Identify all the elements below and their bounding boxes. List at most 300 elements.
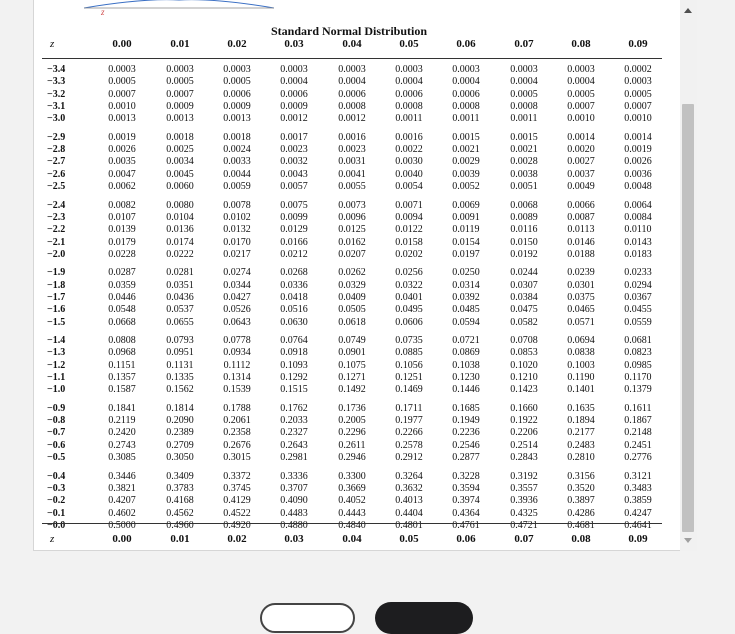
column-header-0: 0.00 [112, 38, 132, 50]
table-cell: 0.0032 [280, 156, 308, 168]
table-cell: 0.0020 [567, 144, 595, 156]
primary-button[interactable] [375, 602, 473, 634]
table-cell: 0.2546 [452, 439, 480, 451]
table-cell: 0.0003 [338, 64, 366, 75]
table-cell: 0.0037 [567, 168, 595, 180]
table-cell: 0.1075 [338, 359, 366, 371]
table-row [34, 335, 674, 347]
table-row [34, 89, 674, 101]
table-cell: 0.0080 [166, 199, 194, 211]
table-cell: 0.0012 [338, 113, 366, 125]
table-cell: 0.0004 [280, 76, 308, 88]
table-cell: 0.0012 [280, 113, 308, 125]
table-cell: 0.0002 [624, 64, 652, 75]
column-header-4: 0.04 [342, 38, 362, 50]
table-cell: 0.0005 [567, 88, 595, 100]
table-cell: 0.0008 [338, 101, 366, 113]
z-value: −2.3 [47, 211, 66, 223]
table-cell: 0.0009 [280, 101, 308, 113]
table-cell: 0.0314 [452, 279, 480, 291]
table-cell: 0.0808 [108, 335, 136, 346]
table-cell: 0.0107 [108, 211, 136, 223]
table-cell: 0.1562 [166, 384, 194, 396]
table-cell: 0.0011 [395, 113, 423, 125]
table-cell: 0.3228 [452, 470, 480, 482]
table-cell: 0.1292 [280, 372, 308, 384]
table-cell: 0.0015 [452, 131, 480, 143]
table-cell: 0.0179 [108, 236, 136, 248]
table-cell: 0.1230 [452, 372, 480, 384]
table-cell: 0.0044 [223, 168, 251, 180]
table-cell: 0.0630 [280, 316, 308, 328]
table-cell: 0.0025 [166, 144, 194, 156]
table-cell: 0.3974 [452, 495, 480, 507]
table-cell: 0.3520 [567, 482, 595, 494]
table-cell: 0.0089 [510, 211, 538, 223]
table-cell: 0.1949 [452, 415, 480, 427]
table-cell: 0.0006 [280, 88, 308, 100]
table-cell: 0.0409 [338, 291, 366, 303]
scroll-up-icon[interactable] [684, 8, 692, 13]
table-cell: 0.3557 [510, 482, 538, 494]
table-cell: 0.1841 [108, 402, 136, 414]
table-cell: 0.2148 [624, 427, 652, 439]
table-cell: 0.0024 [223, 144, 251, 156]
table-cell: 0.2090 [166, 415, 194, 427]
table-cell: 0.0014 [567, 131, 595, 143]
table-cell: 0.0132 [223, 224, 251, 236]
table-cell: 0.0455 [624, 304, 652, 316]
table-cell: 0.0212 [280, 248, 308, 260]
table-row [34, 372, 674, 384]
table-cell: 0.0329 [338, 279, 366, 291]
table-cell: 0.0384 [510, 291, 538, 303]
z-value: −2.4 [47, 199, 66, 211]
table-cell: 0.2810 [567, 452, 595, 464]
column-footer-2: 0.02 [227, 533, 247, 545]
table-cell: 0.0021 [510, 144, 538, 156]
table-row [34, 280, 674, 292]
z-value: −0.4 [47, 470, 66, 482]
table-cell: 0.1131 [166, 359, 194, 371]
table-cell: 0.0188 [567, 248, 595, 260]
table-cell: 0.1762 [280, 402, 308, 414]
table-cell: 0.0139 [108, 224, 136, 236]
table-cell: 0.0222 [166, 248, 194, 260]
z-value: −1.4 [47, 335, 66, 346]
table-cell: 0.2236 [452, 427, 480, 439]
table-cell: 0.0048 [624, 181, 652, 193]
table-cell: 0.4641 [624, 519, 652, 531]
table-cell: 0.0060 [166, 181, 194, 193]
table-cell: 0.0022 [395, 144, 423, 156]
column-footer-8: 0.08 [571, 533, 591, 545]
table-cell: 0.3594 [452, 482, 480, 494]
table-cell: 0.0018 [166, 131, 194, 143]
table-row [34, 169, 674, 181]
table-cell: 0.0016 [395, 131, 423, 143]
table-cell: 0.1977 [395, 415, 423, 427]
table-cell: 0.0041 [338, 168, 366, 180]
table-cell: 0.0011 [452, 113, 480, 125]
table-cell: 0.2206 [510, 427, 538, 439]
table-cell: 0.0166 [280, 236, 308, 248]
table-row [34, 224, 674, 236]
column-footer-3: 0.03 [284, 533, 304, 545]
table-cell: 0.0059 [223, 181, 251, 193]
table-cell: 0.0526 [223, 304, 251, 316]
table-cell: 0.0495 [395, 304, 423, 316]
table-cell: 0.2877 [452, 452, 480, 464]
column-footer-4: 0.04 [342, 533, 362, 545]
table-cell: 0.0099 [280, 211, 308, 223]
table-cell: 0.0049 [567, 181, 595, 193]
table-cell: 0.1635 [567, 402, 595, 414]
table-cell: 0.3936 [510, 495, 538, 507]
table-row [34, 471, 674, 483]
table-cell: 0.0003 [567, 64, 595, 75]
table-cell: 0.0475 [510, 304, 538, 316]
table-cell: 0.2119 [108, 415, 136, 427]
table-cell: 0.0003 [280, 64, 308, 75]
table-cell: 0.0594 [452, 316, 480, 328]
z-value: −1.7 [47, 291, 66, 303]
table-cell: 0.1401 [567, 384, 595, 396]
table-cell: 0.4721 [510, 519, 538, 531]
table-cell: 0.0197 [452, 248, 480, 260]
column-footer-9: 0.09 [628, 533, 648, 545]
table-cell: 0.4960 [166, 519, 194, 531]
table-cell: 0.2483 [567, 439, 595, 451]
column-header-9: 0.09 [628, 38, 648, 50]
table-cell: 0.1736 [338, 402, 366, 414]
z-value: −2.8 [47, 144, 66, 156]
table-cell: 0.0985 [624, 359, 652, 371]
table-cell: 0.1251 [395, 372, 423, 384]
table-cell: 0.0262 [338, 267, 366, 279]
table-cell: 0.4761 [452, 519, 480, 531]
table-row [34, 132, 674, 144]
table-cell: 0.0150 [510, 236, 538, 248]
table-cell: 0.0104 [166, 211, 194, 223]
scroll-down-icon[interactable] [684, 538, 692, 543]
table-cell: 0.0034 [166, 156, 194, 168]
table-cell: 0.0007 [108, 88, 136, 100]
table-row [34, 212, 674, 224]
table-row [34, 317, 674, 329]
table-cell: 0.1314 [223, 372, 251, 384]
table-cell: 0.4013 [395, 495, 423, 507]
table-cell: 0.1210 [510, 372, 538, 384]
table-cell: 0.0003 [223, 64, 251, 75]
table-cell: 0.0054 [395, 181, 423, 193]
table-cell: 0.0294 [624, 279, 652, 291]
table-cell: 0.0066 [567, 199, 595, 211]
table-cell: 0.4801 [395, 519, 423, 531]
table-cell: 0.0010 [567, 113, 595, 125]
table-cell: 0.0375 [567, 291, 595, 303]
table-cell: 0.0207 [338, 248, 366, 260]
table-cell: 0.0885 [395, 347, 423, 359]
table-cell: 0.1788 [223, 402, 251, 414]
table-cell: 0.0004 [338, 76, 366, 88]
table-cell: 0.0344 [223, 279, 251, 291]
table-cell: 0.2743 [108, 439, 136, 451]
table-cell: 0.2676 [223, 439, 251, 451]
table-row [34, 267, 674, 279]
table-cell: 0.0010 [624, 113, 652, 125]
table-cell: 0.2776 [624, 452, 652, 464]
z-value: −1.8 [47, 279, 66, 291]
table-cell: 0.1093 [280, 359, 308, 371]
z-header: z [50, 38, 55, 50]
table-cell: 0.0537 [166, 304, 194, 316]
table-cell: 0.0005 [166, 76, 194, 88]
table-cell: 0.0015 [510, 131, 538, 143]
table-cell: 0.0007 [166, 88, 194, 100]
table-cell: 0.0869 [452, 347, 480, 359]
table-cell: 0.3483 [624, 482, 652, 494]
table-cell: 0.0013 [223, 113, 251, 125]
table-cell: 0.0019 [624, 144, 652, 156]
table-cell: 0.1685 [452, 402, 480, 414]
table-cell: 0.0655 [166, 316, 194, 328]
table-cell: 0.0934 [223, 347, 251, 359]
table-cell: 0.0618 [338, 316, 366, 328]
table-cell: 0.0005 [510, 88, 538, 100]
table-cell: 0.0064 [624, 199, 652, 211]
table-cell: 0.0029 [452, 156, 480, 168]
curve-z-label: z [101, 7, 105, 17]
table-cell: 0.1112 [223, 359, 251, 371]
z-footer: z [50, 533, 55, 545]
table-cell: 0.2061 [223, 415, 251, 427]
table-row [34, 113, 674, 125]
table-cell: 0.2177 [567, 427, 595, 439]
table-row [34, 64, 674, 76]
table-cell: 0.2033 [280, 415, 308, 427]
table-cell: 0.0096 [338, 211, 366, 223]
table-cell: 0.0047 [108, 168, 136, 180]
table-cell: 0.0023 [280, 144, 308, 156]
z-value: −0.9 [47, 402, 66, 414]
table-cell: 0.0087 [567, 211, 595, 223]
table-cell: 0.2266 [395, 427, 423, 439]
z-value: −2.0 [47, 248, 66, 260]
table-cell: 0.0125 [338, 224, 366, 236]
table-cell: 0.0823 [624, 347, 652, 359]
table-cell: 0.0367 [624, 291, 652, 303]
column-footer-0: 0.00 [112, 533, 132, 545]
table-row [34, 483, 674, 495]
table-cell: 0.0003 [395, 64, 423, 75]
table-panel [33, 0, 697, 551]
table-cell: 0.0668 [108, 316, 136, 328]
column-header-5: 0.05 [399, 38, 419, 50]
table-cell: 0.2912 [395, 452, 423, 464]
table-cell: 0.3897 [567, 495, 595, 507]
z-value: −0.8 [47, 415, 66, 427]
table-cell: 0.0202 [395, 248, 423, 260]
table-cell: 0.0301 [567, 279, 595, 291]
table-row [34, 76, 674, 88]
table-cell: 0.0122 [395, 224, 423, 236]
table-cell: 0.0005 [108, 76, 136, 88]
footer-rule [42, 523, 662, 524]
table-cell: 0.2451 [624, 439, 652, 451]
table-cell: 0.3300 [338, 470, 366, 482]
table-cell: 0.4090 [280, 495, 308, 507]
column-header-7: 0.07 [514, 38, 534, 50]
table-cell: 0.0078 [223, 199, 251, 211]
table-cell: 0.1379 [624, 384, 652, 396]
table-cell: 0.0351 [166, 279, 194, 291]
table-cell: 0.0233 [624, 267, 652, 279]
table-cell: 0.0287 [108, 267, 136, 279]
table-cell: 0.3336 [280, 470, 308, 482]
z-value: −0.6 [47, 439, 66, 451]
table-row [34, 237, 674, 249]
table-cell: 0.0735 [395, 335, 423, 346]
table-cell: 0.0436 [166, 291, 194, 303]
table-cell: 0.0192 [510, 248, 538, 260]
table-cell: 0.0183 [624, 248, 652, 260]
table-row [34, 495, 674, 507]
table-cell: 0.0011 [510, 113, 538, 125]
table-cell: 0.0006 [223, 88, 251, 100]
table-cell: 0.3745 [223, 482, 251, 494]
table-cell: 0.3121 [624, 470, 652, 482]
table-cell: 0.0113 [567, 224, 595, 236]
table-cell: 0.0359 [108, 279, 136, 291]
table-cell: 0.0793 [166, 335, 194, 346]
table-cell: 0.0951 [166, 347, 194, 359]
table-cell: 0.4840 [338, 519, 366, 531]
z-value: −0.2 [47, 495, 66, 507]
table-cell: 0.0322 [395, 279, 423, 291]
table-cell: 0.0003 [624, 76, 652, 88]
z-value: −0.1 [47, 507, 66, 519]
table-cell: 0.2709 [166, 439, 194, 451]
z-value: −3.4 [47, 64, 66, 75]
table-cell: 0.5000 [108, 519, 136, 531]
table-cell: 0.0162 [338, 236, 366, 248]
z-value: −2.7 [47, 156, 66, 168]
column-footer-row [34, 533, 674, 547]
table-cell: 0.0052 [452, 181, 480, 193]
table-cell: 0.4129 [223, 495, 251, 507]
table-cell: 0.0008 [395, 101, 423, 113]
table-cell: 0.0003 [452, 64, 480, 75]
table-row [34, 520, 674, 532]
table-row [34, 415, 674, 427]
table-cell: 0.1056 [395, 359, 423, 371]
table-cell: 0.2611 [338, 439, 366, 451]
table-cell: 0.0007 [624, 101, 652, 113]
table-cell: 0.1515 [280, 384, 308, 396]
table-cell: 0.0007 [567, 101, 595, 113]
table-cell: 0.1492 [338, 384, 366, 396]
table-cell: 0.0005 [223, 76, 251, 88]
table-row [34, 347, 674, 359]
table-cell: 0.0031 [338, 156, 366, 168]
table-cell: 0.3669 [338, 482, 366, 494]
table-cell: 0.1814 [166, 402, 194, 414]
column-footer-5: 0.05 [399, 533, 419, 545]
table-cell: 0.0778 [223, 335, 251, 346]
table-cell: 0.1446 [452, 384, 480, 396]
table-cell: 0.1611 [624, 402, 652, 414]
table-cell: 0.3707 [280, 482, 308, 494]
table-cell: 0.1151 [108, 359, 136, 371]
scrollbar-thumb[interactable] [682, 104, 694, 532]
table-cell: 0.0764 [280, 335, 308, 346]
table-row [34, 249, 674, 261]
table-cell: 0.4522 [223, 507, 251, 519]
secondary-button[interactable] [260, 603, 355, 633]
table-cell: 0.4483 [280, 507, 308, 519]
table-cell: 0.0062 [108, 181, 136, 193]
table-cell: 0.0040 [395, 168, 423, 180]
table-cell: 0.0004 [452, 76, 480, 88]
table-cell: 0.0516 [280, 304, 308, 316]
table-cell: 0.0057 [280, 181, 308, 193]
z-value: −2.9 [47, 131, 66, 143]
table-cell: 0.0094 [395, 211, 423, 223]
table-cell: 0.1894 [567, 415, 595, 427]
z-value: −2.1 [47, 236, 66, 248]
column-header-2: 0.02 [227, 38, 247, 50]
z-value: −3.2 [47, 88, 66, 100]
table-cell: 0.0027 [567, 156, 595, 168]
z-value: −1.9 [47, 267, 66, 279]
table-cell: 0.0268 [280, 267, 308, 279]
table-cell: 0.0018 [223, 131, 251, 143]
table-cell: 0.0069 [452, 199, 480, 211]
table-cell: 0.0256 [395, 267, 423, 279]
table-cell: 0.1357 [108, 372, 136, 384]
table-cell: 0.0401 [395, 291, 423, 303]
z-value: −1.0 [47, 384, 66, 396]
table-cell: 0.0026 [108, 144, 136, 156]
table-cell: 0.4052 [338, 495, 366, 507]
table-cell: 0.3446 [108, 470, 136, 482]
z-value: −0.0 [47, 519, 66, 531]
table-cell: 0.3192 [510, 470, 538, 482]
table-cell: 0.0116 [510, 224, 538, 236]
column-header-6: 0.06 [456, 38, 476, 50]
table-cell: 0.1038 [452, 359, 480, 371]
z-value: −1.1 [47, 372, 66, 384]
table-cell: 0.1190 [567, 372, 595, 384]
z-value: −2.5 [47, 181, 66, 193]
z-value: −0.5 [47, 452, 66, 464]
table-cell: 0.2643 [280, 439, 308, 451]
table-cell: 0.0005 [624, 88, 652, 100]
table-cell: 0.0606 [395, 316, 423, 328]
table-cell: 0.0694 [567, 335, 595, 346]
table-cell: 0.0708 [510, 335, 538, 346]
table-row [34, 292, 674, 304]
table-cell: 0.0582 [510, 316, 538, 328]
table-row [34, 156, 674, 168]
table-cell: 0.3085 [108, 452, 136, 464]
table-row [34, 427, 674, 439]
table-cell: 0.4920 [223, 519, 251, 531]
table-cell: 0.0026 [624, 156, 652, 168]
table-cell: 0.0039 [452, 168, 480, 180]
table-cell: 0.0281 [166, 267, 194, 279]
